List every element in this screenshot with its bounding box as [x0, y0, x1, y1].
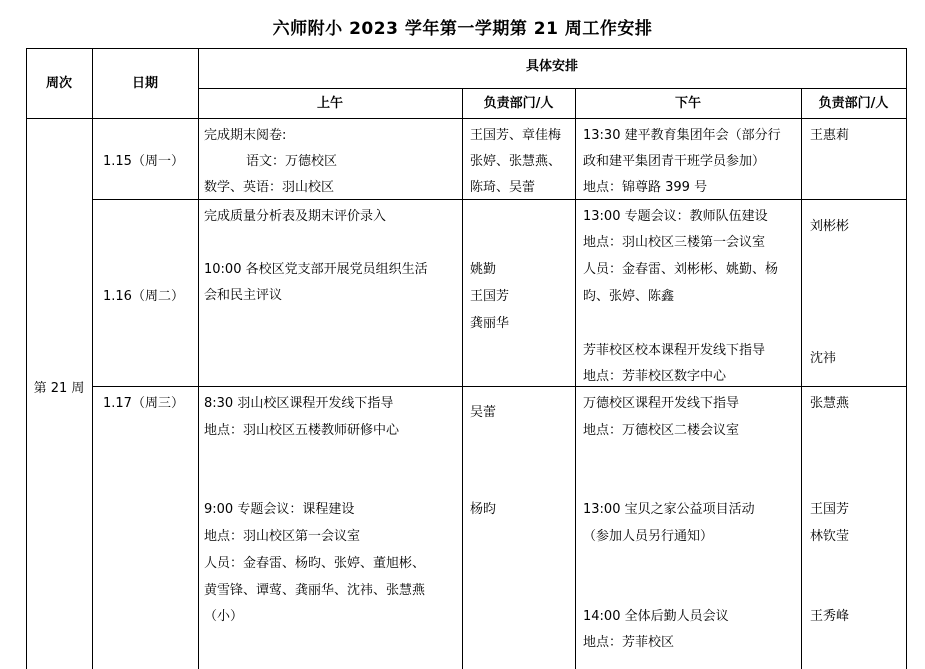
am-person: 张婷、张慧燕、: [470, 154, 562, 169]
day-date: 1.15（周一）: [103, 154, 184, 169]
am-person: 吴蕾: [470, 405, 497, 420]
header-week: 周次: [45, 76, 72, 91]
pm-line: 昀、张婷、陈鑫: [583, 289, 675, 304]
pm-person: 张慧燕: [810, 396, 850, 411]
header-date: 日期: [131, 76, 158, 91]
am-line: 地点：羽山校区五楼教师研修中心: [204, 423, 400, 438]
pm-line: 地点：芳菲校区: [583, 635, 675, 650]
am-line: 8:30 羽山校区课程开发线下指导: [204, 396, 394, 411]
am-line: 人员：金春雷、杨昀、张婷、董旭彬、: [204, 556, 426, 571]
am-person: 杨昀: [470, 502, 497, 517]
am-line: 数学、英语：羽山校区: [204, 180, 335, 195]
pm-person: 沈祎: [810, 351, 837, 366]
pm-line: 14:00 全体后勤人员会议: [583, 609, 729, 624]
am-person: 王国芳: [470, 289, 510, 304]
header-pm-dept: 负责部门/人: [818, 96, 889, 111]
pm-line: 13:00 专题会议：教师队伍建设: [583, 209, 768, 224]
pm-line: 政和建平集团青干班学员参加）: [583, 154, 766, 169]
am-line: （小）: [204, 609, 244, 624]
header-pm: 下午: [674, 96, 701, 111]
am-line: 10:00 各校区党支部开展党员组织生活: [204, 262, 428, 277]
pm-person: 王国芳: [810, 502, 850, 517]
page-title: 六师附小 2023 学年第一学期第 21 周工作安排: [272, 19, 653, 39]
am-person: 陈琦、吴蕾: [470, 180, 536, 195]
am-line: 语文：万德校区: [246, 154, 338, 169]
pm-line: 13:00 宝贝之家公益项目活动: [583, 502, 755, 517]
pm-line: 13:30 建平教育集团年会（部分行: [583, 128, 781, 143]
pm-line: 地点：万德校区二楼会议室: [583, 423, 740, 438]
am-line: 黄雪锋、谭莺、龚丽华、沈祎、张慧燕: [204, 583, 426, 598]
week-label: 第 21 周: [33, 381, 85, 396]
am-line: 地点：羽山校区第一会议室: [204, 529, 361, 544]
day-date: 1.16（周二）: [103, 289, 184, 304]
am-line: 完成质量分析表及期末评价录入: [204, 209, 387, 224]
pm-person: 王惠莉: [810, 128, 850, 143]
pm-line: 地点：锦尊路 399 号: [583, 180, 708, 195]
pm-person: 刘彬彬: [810, 219, 850, 234]
am-line: 会和民主评议: [204, 288, 283, 303]
pm-line: 万德校区课程开发线下指导: [583, 396, 740, 411]
pm-person: 林钦莹: [810, 529, 850, 544]
am-line: 完成期末阅卷:: [204, 128, 287, 143]
pm-line: （参加人员另行通知）: [583, 529, 714, 544]
am-person: 龚丽华: [470, 316, 510, 331]
am-person: 王国芳、章佳梅: [470, 128, 562, 143]
pm-person: 王秀峰: [810, 609, 850, 624]
am-person: 姚勤: [470, 262, 497, 277]
header-am-dept: 负责部门/人: [483, 96, 554, 111]
day-date: 1.17（周三）: [103, 396, 184, 411]
pm-line: 人员：金春雷、刘彬彬、姚勤、杨: [583, 262, 779, 277]
header-am: 上午: [316, 96, 343, 111]
pm-line: 地点：羽山校区三楼第一会议室: [583, 235, 766, 250]
am-line: 9:00 专题会议：课程建设: [204, 502, 355, 517]
pm-line: 地点：芳菲校区数字中心: [583, 369, 727, 384]
pm-line: 芳菲校区校本课程开发线下指导: [583, 343, 766, 358]
header-specific: 具体安排: [525, 59, 578, 74]
